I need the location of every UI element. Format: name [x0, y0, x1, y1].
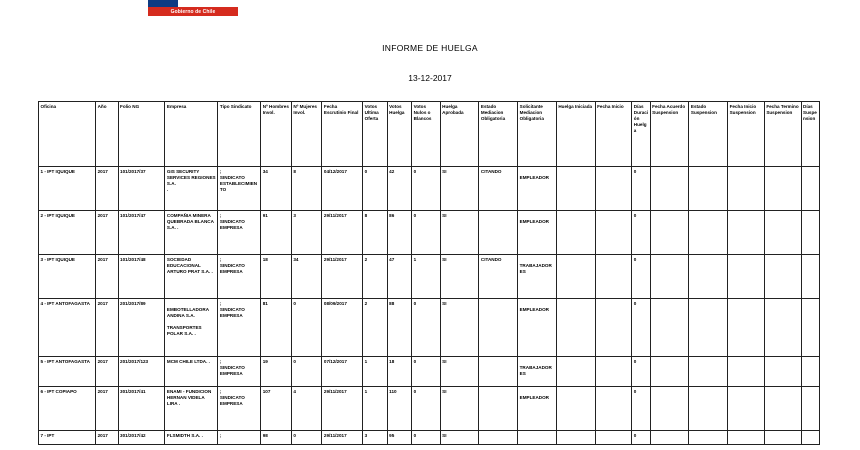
table-cell: [689, 167, 728, 211]
table-cell: 4 - IPT ANTOFAGASTA: [39, 299, 96, 357]
table-cell: [595, 167, 632, 211]
column-header: Oficina: [39, 102, 96, 167]
table-cell: FLSMIDTH S.A. .: [165, 431, 218, 445]
table-cell: 0: [291, 299, 322, 357]
table-cell: [479, 387, 518, 431]
table-cell: 98: [261, 431, 292, 445]
table-cell: 29/11/2017: [322, 387, 363, 431]
table-cell: 0: [412, 211, 441, 255]
table-cell: [479, 431, 518, 445]
table-cell: [556, 431, 595, 445]
table-cell: 2017: [96, 387, 118, 431]
table-cell: [556, 211, 595, 255]
table-cell: CITANDO: [479, 167, 518, 211]
column-header: Solicitante Mediacion Obligatoria: [518, 102, 557, 167]
column-header: Estado Suspension: [689, 102, 728, 167]
table-cell: [764, 167, 801, 211]
table-cell: [595, 211, 632, 255]
table-cell: [689, 299, 728, 357]
table-cell: SI: [440, 387, 479, 431]
table-cell: 88: [387, 299, 411, 357]
table-cell: 0: [632, 299, 650, 357]
column-header: Nº Hombres Invol.: [261, 102, 292, 167]
table-cell: ; SINDICATO EMPRESA: [218, 357, 261, 387]
table-cell: ;: [218, 431, 261, 445]
table-cell: 0: [632, 357, 650, 387]
table-row: [39, 255, 820, 299]
table-cell: 0: [291, 357, 322, 387]
table-cell: 2: [363, 299, 387, 357]
table-cell: SI: [440, 167, 479, 211]
table-cell: 301/2017/42: [118, 431, 165, 445]
table-cell: [595, 387, 632, 431]
table-cell: 4: [291, 387, 322, 431]
table-cell: 04/12/2017: [322, 167, 363, 211]
table-body: [39, 167, 820, 445]
column-header: Huelga Aprobada: [440, 102, 479, 167]
table-cell: 201/2017/89: [118, 299, 165, 357]
table-cell: 2017: [96, 255, 118, 299]
table-cell: ; SINDICATO EMPRESA: [218, 255, 261, 299]
table-cell: ENAMI - FUNDICION HERNAN VIDELA LIRA .: [165, 387, 218, 431]
table-cell: 0: [363, 167, 387, 211]
table-cell: 2017: [96, 299, 118, 357]
table-cell: 7 - IPT: [39, 431, 96, 445]
table-cell: 0: [412, 167, 441, 211]
table-cell: [728, 167, 765, 211]
column-header: Año: [96, 102, 118, 167]
table-cell: [650, 431, 689, 445]
table-cell: [595, 357, 632, 387]
column-header: Días Duración Huelga: [632, 102, 650, 167]
table-cell: 18: [387, 357, 411, 387]
table-cell: 3: [291, 211, 322, 255]
report-title: INFORME DE HUELGA: [382, 43, 478, 53]
table-cell: [479, 357, 518, 387]
table-cell: 2: [363, 255, 387, 299]
government-logo: [148, 0, 238, 16]
table-cell: [801, 387, 819, 431]
table-cell: [689, 431, 728, 445]
table-cell: 2017: [96, 431, 118, 445]
table-cell: SI: [440, 357, 479, 387]
table-cell: [650, 387, 689, 431]
table-cell: [728, 299, 765, 357]
table-cell: GIS SECURITY SERVICES REGIONES S.A. .: [165, 167, 218, 211]
table-cell: [689, 255, 728, 299]
table-cell: 0: [632, 387, 650, 431]
table-cell: [764, 387, 801, 431]
table-cell: 29/11/2017: [322, 431, 363, 445]
table-cell: 8: [291, 167, 322, 211]
table-cell: SI: [440, 211, 479, 255]
table-cell: TRABAJADORES: [518, 357, 557, 387]
table-cell: [556, 387, 595, 431]
table-cell: 101/2017/37: [118, 167, 165, 211]
table-cell: 110: [387, 387, 411, 431]
table-cell: 0: [632, 431, 650, 445]
table-cell: ; SINDICATO EMPRESA: [218, 299, 261, 357]
table-cell: [595, 431, 632, 445]
table-cell: 18: [261, 255, 292, 299]
column-header: Votos Ultima Oferta: [363, 102, 387, 167]
column-header: Empresa: [165, 102, 218, 167]
table-cell: [689, 387, 728, 431]
table-cell: 2017: [96, 211, 118, 255]
table-cell: [728, 255, 765, 299]
table-cell: 86: [387, 211, 411, 255]
report-date: 13-12-2017: [408, 73, 452, 83]
table-cell: SI: [440, 299, 479, 357]
table-cell: [764, 211, 801, 255]
table-cell: 6 - IPT COPIAPO: [39, 387, 96, 431]
table-cell: [801, 357, 819, 387]
table-cell: [764, 255, 801, 299]
table-cell: 101/2017/48: [118, 255, 165, 299]
table-cell: [650, 211, 689, 255]
table-cell: [518, 431, 557, 445]
table-cell: MCM CHILE LTDA. .: [165, 357, 218, 387]
table-cell: 91: [261, 211, 292, 255]
column-header: Estado Mediacion Obligatoria: [479, 102, 518, 167]
column-header: Días Suspension: [801, 102, 819, 167]
table-cell: EMBOTELLADORA ANDINA S.A. TRANSPORTES POLAR S.A. .: [165, 299, 218, 357]
table-cell: [728, 387, 765, 431]
table-cell: [728, 211, 765, 255]
column-header: Votos Nulos o Blancos: [412, 102, 441, 167]
table-cell: [650, 299, 689, 357]
table-cell: 1: [363, 357, 387, 387]
table-cell: 07/12/2017: [322, 357, 363, 387]
column-header: Huelga Iniciada: [556, 102, 595, 167]
table-cell: 3: [363, 431, 387, 445]
table-cell: 1: [363, 387, 387, 431]
table-cell: 29/11/2017: [322, 255, 363, 299]
table-cell: [650, 255, 689, 299]
table-cell: [650, 167, 689, 211]
table-cell: [689, 211, 728, 255]
table-cell: 101/2017/47: [118, 211, 165, 255]
table-cell: 34: [291, 255, 322, 299]
table-cell: COMPAÑIA MINERA QUEBRADA BLANCA S.A. .: [165, 211, 218, 255]
table-cell: [801, 255, 819, 299]
column-header: Fecha Escrutinio Final: [322, 102, 363, 167]
table-cell: [764, 431, 801, 445]
column-header: Fecha Inicio Suspension: [728, 102, 765, 167]
table-cell: [556, 167, 595, 211]
table-cell: SI: [440, 255, 479, 299]
table-cell: 2017: [96, 167, 118, 211]
table-cell: CITANDO: [479, 255, 518, 299]
table-cell: [764, 357, 801, 387]
table-cell: [595, 299, 632, 357]
table-cell: 2 - IPT IQUIQUE: [39, 211, 96, 255]
table-cell: 3 - IPT IQUIQUE: [39, 255, 96, 299]
table-cell: 34: [261, 167, 292, 211]
table-cell: 107: [261, 387, 292, 431]
table-cell: 5 - IPT ANTOFAGASTA: [39, 357, 96, 387]
table-cell: 19: [261, 357, 292, 387]
strike-report-table: [38, 101, 820, 445]
table-cell: 29/11/2017: [322, 211, 363, 255]
table-cell: [801, 431, 819, 445]
table-cell: [479, 299, 518, 357]
table-cell: 42: [387, 167, 411, 211]
table-cell: EMPLEADOR: [518, 211, 557, 255]
table-cell: 0: [412, 431, 441, 445]
column-header: Nº Mujeres Invol.: [291, 102, 322, 167]
table-cell: [689, 357, 728, 387]
table-row: [39, 299, 820, 357]
column-header: Tipo Sindicato: [218, 102, 261, 167]
table-cell: EMPLEADOR: [518, 299, 557, 357]
table-cell: 0: [632, 167, 650, 211]
table-cell: 2017: [96, 357, 118, 387]
table-cell: 0: [632, 211, 650, 255]
table-cell: [801, 299, 819, 357]
table-cell: 8: [363, 211, 387, 255]
table-cell: EMPLEADOR: [518, 387, 557, 431]
table-cell: 0: [291, 431, 322, 445]
table-cell: 81: [261, 299, 292, 357]
table-cell: 1 - IPT IQUIQUE: [39, 167, 96, 211]
table-cell: [801, 211, 819, 255]
table-cell: 201/2017/123: [118, 357, 165, 387]
column-header: Votos Huelga: [387, 102, 411, 167]
logo-red-band: [148, 7, 238, 16]
table-cell: [556, 299, 595, 357]
table-cell: SI: [440, 431, 479, 445]
table-cell: 0: [412, 357, 441, 387]
table-cell: SOCIEDAD EDUCACIONAL ARTURO PRAT S.A. .: [165, 255, 218, 299]
logo-blue-block: [148, 0, 178, 7]
table-cell: ; SINDICATO EMPRESA: [218, 387, 261, 431]
table-row: [39, 431, 820, 445]
table-cell: 0: [412, 299, 441, 357]
table-cell: [595, 255, 632, 299]
table-row: [39, 167, 820, 211]
table-row: [39, 357, 820, 387]
header-row: [39, 102, 820, 167]
table-cell: 1: [412, 255, 441, 299]
column-header: Fecha Inicio: [595, 102, 632, 167]
table-cell: 08/09/2017: [322, 299, 363, 357]
table-cell: 95: [387, 431, 411, 445]
table-cell: 0: [412, 387, 441, 431]
table-cell: ; SINDICATO ESTABLECIMIENTO: [218, 167, 261, 211]
logo-text: Gobierno de Chile: [170, 8, 216, 15]
table-row: [39, 211, 820, 255]
table-cell: ; SINDICATO EMPRESA: [218, 211, 261, 255]
table-cell: 301/2017/41: [118, 387, 165, 431]
table-cell: 0: [632, 255, 650, 299]
table-cell: [650, 357, 689, 387]
table-cell: [556, 357, 595, 387]
table-row: [39, 387, 820, 431]
table-cell: [556, 255, 595, 299]
table-cell: TRABAJADORES: [518, 255, 557, 299]
table-header: [39, 102, 820, 167]
table-cell: [479, 211, 518, 255]
table-cell: [764, 299, 801, 357]
table-cell: [801, 167, 819, 211]
table-cell: [728, 431, 765, 445]
column-header: Fecha Termino Suspension: [764, 102, 801, 167]
table-cell: 47: [387, 255, 411, 299]
table-cell: [728, 357, 765, 387]
column-header: Fecha Acuerdo Suspension: [650, 102, 689, 167]
column-header: Folio NG: [118, 102, 165, 167]
table-cell: EMPLEADOR: [518, 167, 557, 211]
